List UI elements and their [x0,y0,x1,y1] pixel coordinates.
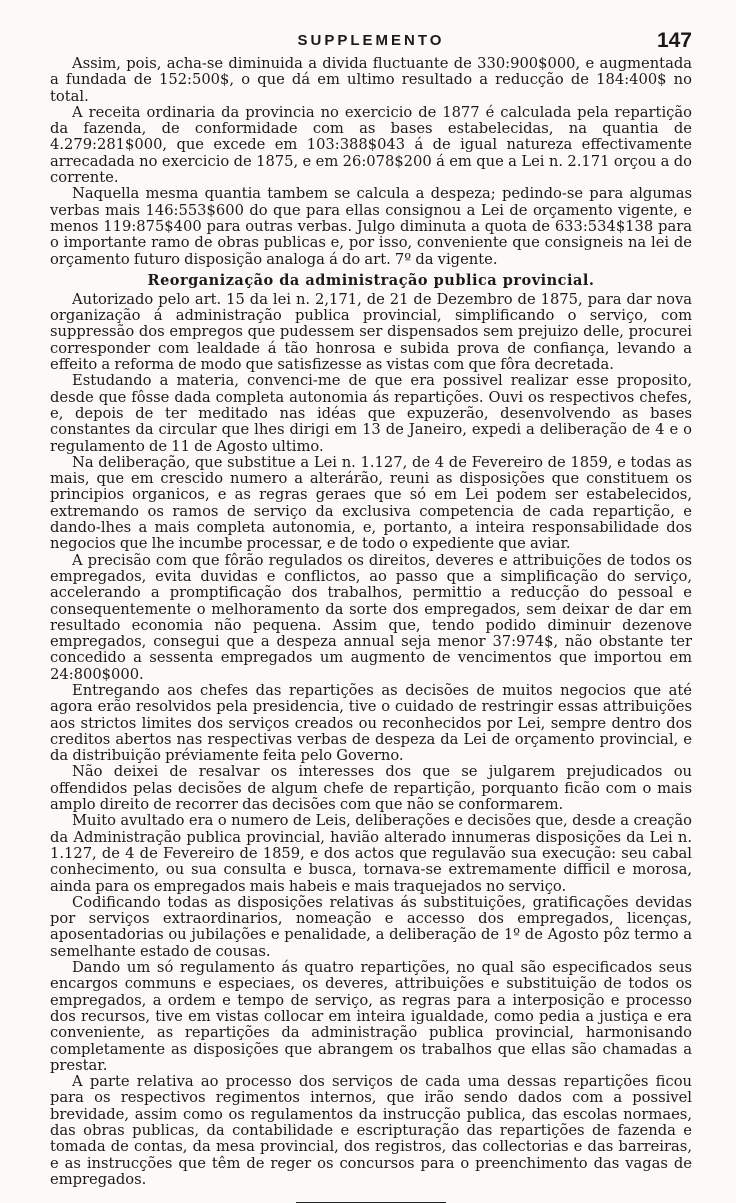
running-title: SUPPLEMENTO [297,32,445,49]
paragraph: Autorizado pelo art. 15 da lei n. 2,171, de 21 de Dezembro de 1875, para dar nova organização á administração publica provincial, simplificando o serviço, com suppressão dos empregos que pudessem ser dispensados sem prejuizo delle, procurei corresponder com lealdade á tão honrosa e subida prova de confiança, levando a effeito a reforma de modo que satisfizesse as vistas com que fôra decretada. [50,290,692,374]
paragraph: A parte relativa ao processo dos serviços de cada uma dessas repartições ficou para os respectivos regimentos internos, que irão sendo dados com a possivel brevidade, assim como os regulamentos da instrucção publica, das escolas normaes, das obras publicas, da contabilidade e escripturação das repartições de fazenda e tomada de contas, da mesa provincial, dos registros, das collectorias e das barreiras, e as instrucções que têm de reger os concursos para o preenchimento das vagas de empregados. [50,1073,692,1188]
section-heading: Reorganização da administração publica provincial. [147,271,595,289]
paragraph: A receita ordinaria da provincia no exercicio de 1877 é calculada pela repartição da fazenda, de conformidade com as bases estabelecidas, na quantia de 4.279:281$000, que excede em 103:388$043 á de igual natureza effectivamente arrecadada no exercicio de 1875, e em 26:078$200 á em que a Lei n. 2.171 orçou a do corrente. [50,103,692,187]
paragraph: Codificando todas as disposições relativas ás substituições, gratificações devidas por serviços extraordinarios, nomeação e accesso dos empregados, licenças, aposentadorias ou jubilações e penalidade, a deliberação de 1º de Agosto pôz termo a semelhante estado de cousas. [50,893,692,960]
paragraph: Estudando a materia, convenci-me de que era possivel realizar esse proposito, desde que fôsse dada completa autonomia ás repartições. Ouvi os respectivos chefes, e, depois de ter meditado nas idéas que expuzerão, desenvolvendo as bases constantes da circular que lhes dirigi em 13 de Janeiro, expedi a deliberação de 4 e o regulamento de 11 de Agosto ultimo. [50,372,692,455]
paragraph: Dando um só regulamento ás quatro repartições, no qual são especificados seus encargos communs e especiaes, os deveres, attribuições e substituição de todos os empregados, a ordem e tempo de serviço, as regras para a interposição e processo dos recursos, tive em vistas collocar em inteira igualdade, como pedia a justiça e era conveniente, as repartições da administração publica provincial, harmonisando completamente as disposições que abrangem os trabalhos que ellas são chamadas a prestar. [50,959,692,1074]
paragraph: Muito avultado era o numero de Leis, deliberações e decisões que, desde a creação da Administração publica provincial, havião alterado innumeras disposições da Lei n. 1.127, de 4 de Fevereiro de 1859, e dos actos que regulavão sua execução: seu cabal conhecimento, ou sua consulta e busca, tornava-se extremamente difficil e morosa, ainda para os empregados mais habeis e mais traquejados no serviço. [50,812,692,895]
running-head [50,26,692,56]
paragraph: Assim, pois, acha-se diminuida a divida fluctuante de 330:900$000, e augmentada a fundada de 152:500$, o que dá em ultimo resultado a reducção de 184:400$ no total. [50,55,692,105]
paragraph: Não deixei de resalvar os interesses dos que se julgarem prejudicados ou offendidos pelas decisões de algum chefe de repartição, porquanto ficão com o mais amplo direito de recorrer das decisões com que não se conformarem. [50,763,692,814]
body-text [50,56,692,1188]
page-number: 147 [656,29,692,52]
paragraph: Naquella mesma quantia tambem se calcula a despeza; pedindo-se para algumas verbas mais 146:553$600 do que para ellas consignou a Lei de orçamento vigente, e menos 119:875$400 para outras verbas. Julgo diminuta a quota de 633:534$138 para o importante ramo de obras publicas e, por isso, conveniente que consigneis na lei de orçamento futuro disposição analoga á do art. 7º da vigente. [50,185,692,268]
paragraph: Na deliberação, que substitue a Lei n. 1.127, de 4 de Fevereiro de 1859, e todas as mais, que em crescido numero a alterárão, reuni as disposições que constituem os principios organicos, e as regras geraes que só em Lei podem ser estabelecidos, extremando os ramos de serviço da exclusiva competencia de cada repartição, e dando-lhes a mais completa autonomia, e, portanto, a inteira responsabilidade dos negocios que lhe incumbe processar, e de todo o expediente que aviar. [50,453,692,553]
paragraph: Entregando aos chefes das repartições as decisões de muitos negocios que até agora erão resolvidos pela presidencia, tive o cuidado de restringir essas attribuições aos strictos limites dos serviços creados ou reconhecidos por Lei, sempre dentro dos creditos abertos nas respectivas verbas de despeza da Lei de orçamento provincial, e da distribuição préviamente feita pelo Governo. [50,681,692,765]
paragraph: A precisão com que fôrão regulados os direitos, deveres e attribuições de todos os empregados, evita duvidas e conflictos, ao passo que a simplificação do serviço, accelerando a promptificação dos trabalhos, permittio a reducção do pessoal e consequentemente o melhoramento da sorte dos empregados, sem deixar de dar em resultado economia não pequena. Assim que, tendo podido diminuir dezenove empregados, consegui que a despeza annual seja menor 37:974$, não obstante ter concedido a sessenta empregados um augmento de vencimentos que importou em 24:800$000. [50,551,692,683]
